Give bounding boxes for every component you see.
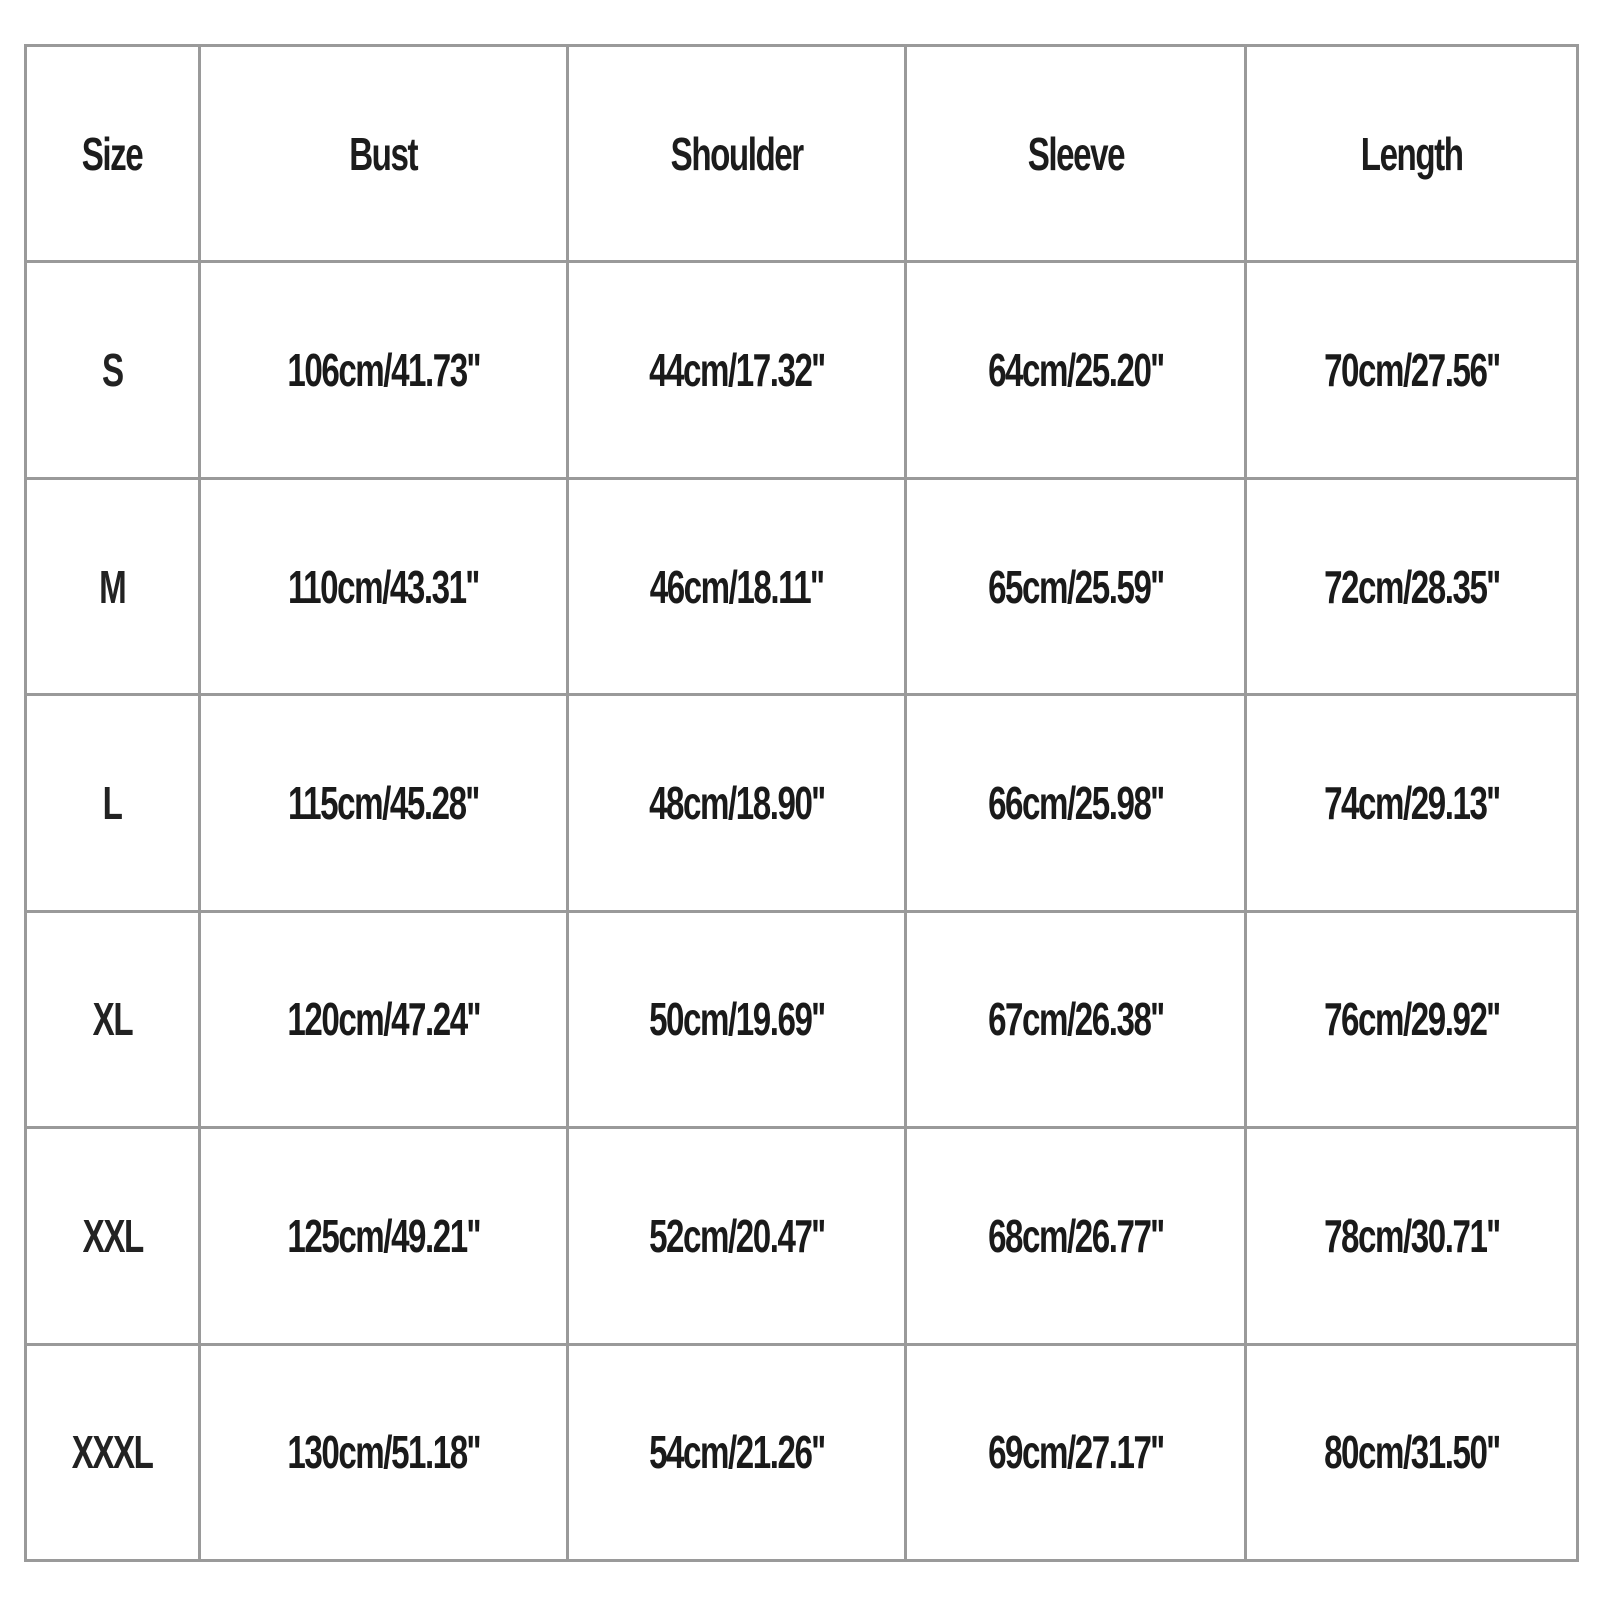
shoulder-cell: 46cm/18.11'' xyxy=(568,478,906,694)
size-cell: XL xyxy=(26,911,200,1127)
shoulder-cell: 48cm/18.90'' xyxy=(568,695,906,911)
bust-cell: 120cm/47.24'' xyxy=(200,911,568,1127)
size-cell: S xyxy=(26,262,200,478)
size-cell: XXL xyxy=(26,1128,200,1344)
shoulder-cell: 50cm/19.69'' xyxy=(568,911,906,1127)
length-cell: 70cm/27.56'' xyxy=(1246,262,1578,478)
bust-cell: 130cm/51.18'' xyxy=(200,1344,568,1560)
bust-cell: 115cm/45.28'' xyxy=(200,695,568,911)
size-chart-table xyxy=(24,44,1579,1562)
table-row xyxy=(26,478,1578,694)
size-cell: M xyxy=(26,478,200,694)
header-bust: Bust xyxy=(200,46,568,262)
shoulder-cell: 54cm/21.26'' xyxy=(568,1344,906,1560)
header-shoulder: Shoulder xyxy=(568,46,906,262)
sleeve-cell: 65cm/25.59'' xyxy=(906,478,1246,694)
shoulder-cell: 52cm/20.47'' xyxy=(568,1128,906,1344)
table-row xyxy=(26,262,1578,478)
bust-cell: 106cm/41.73'' xyxy=(200,262,568,478)
table-row xyxy=(26,911,1578,1127)
length-cell: 76cm/29.92'' xyxy=(1246,911,1578,1127)
table-row xyxy=(26,1344,1578,1560)
bust-cell: 125cm/49.21'' xyxy=(200,1128,568,1344)
size-cell: XXXL xyxy=(26,1344,200,1560)
size-cell: L xyxy=(26,695,200,911)
sleeve-cell: 68cm/26.77'' xyxy=(906,1128,1246,1344)
length-cell: 74cm/29.13'' xyxy=(1246,695,1578,911)
header-sleeve: Sleeve xyxy=(906,46,1246,262)
bust-cell: 110cm/43.31'' xyxy=(200,478,568,694)
sleeve-cell: 67cm/26.38'' xyxy=(906,911,1246,1127)
length-cell: 78cm/30.71'' xyxy=(1246,1128,1578,1344)
table-row xyxy=(26,695,1578,911)
length-cell: 72cm/28.35'' xyxy=(1246,478,1578,694)
header-length: Length xyxy=(1246,46,1578,262)
sleeve-cell: 69cm/27.17'' xyxy=(906,1344,1246,1560)
shoulder-cell: 44cm/17.32'' xyxy=(568,262,906,478)
header-size: Size xyxy=(26,46,200,262)
length-cell: 80cm/31.50'' xyxy=(1246,1344,1578,1560)
sleeve-cell: 64cm/25.20'' xyxy=(906,262,1246,478)
sleeve-cell: 66cm/25.98'' xyxy=(906,695,1246,911)
table-row xyxy=(26,1128,1578,1344)
header-row xyxy=(26,46,1578,262)
